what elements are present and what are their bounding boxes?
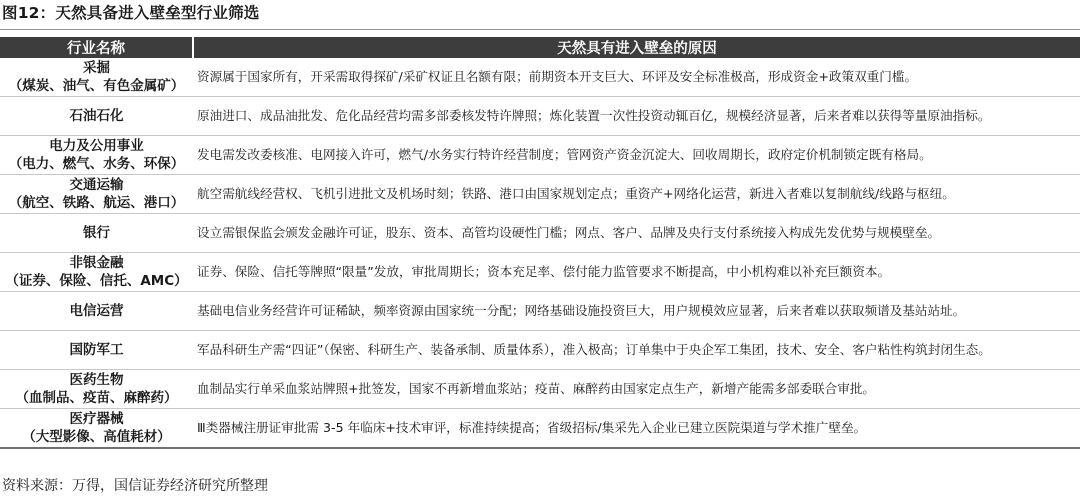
industry-name-cell bbox=[0, 214, 193, 253]
table-row bbox=[0, 97, 1080, 136]
industry-name: 采掘 bbox=[83, 60, 110, 76]
industry-name: 非银金融 bbox=[69, 255, 124, 271]
reason-cell: 发电需发改委核准、电网接入许可，燃气/水务实行特许经营制度；管网资产资金沉淀大、回收周期长，政府定价机制锁定既有格局。 bbox=[193, 136, 1080, 175]
reason-cell: Ⅲ类器械注册证审批需 3-5 年临床+技术审评，标准持续提高；省级招标/集采先入企业已建立医院渠道与学术推广壁垒。 bbox=[193, 409, 1080, 449]
source-note: 资料来源：万得，国信证券经济研究所整理 bbox=[2, 478, 268, 494]
industry-name: 石油石化 bbox=[69, 108, 124, 124]
table-row bbox=[0, 409, 1080, 449]
industry-name-cell bbox=[0, 292, 193, 331]
table-row bbox=[0, 214, 1080, 253]
reason-cell: 航空需航线经营权、飞机引进批文及机场时刻；铁路、港口由国家规划定点；重资产+网络化运营，新进入者难以复制航线/线路与枢纽。 bbox=[193, 175, 1080, 214]
industry-name: 电信运营 bbox=[69, 303, 124, 319]
header-industry-name: 行业名称 bbox=[0, 37, 193, 58]
industry-name: 国防军工 bbox=[69, 342, 124, 358]
industry-name-cell bbox=[0, 175, 193, 214]
table-row bbox=[0, 253, 1080, 292]
industry-subsectors: （血制品、疫苗、麻醉药） bbox=[15, 390, 178, 406]
figure-title: 图12：天然具备进入壁垒型行业筛选 bbox=[2, 4, 260, 22]
industry-name: 银行 bbox=[83, 225, 110, 241]
table-row bbox=[0, 331, 1080, 370]
title-divider bbox=[0, 29, 1080, 30]
industry-name-cell bbox=[0, 370, 193, 409]
industry-name: 医疗器械 bbox=[69, 411, 124, 427]
industry-subsectors: （电力、燃气、水务、环保） bbox=[8, 156, 185, 172]
reason-cell: 证券、保险、信托等牌照“限量”发放，审批周期长；资本充足率、偿付能力监管要求不断提高，中小机构难以补充巨额资本。 bbox=[193, 253, 1080, 292]
industry-name-cell bbox=[0, 253, 193, 292]
industry-name-cell bbox=[0, 97, 193, 136]
industry-name-cell bbox=[0, 409, 193, 449]
reason-cell: 基础电信业务经营许可证稀缺，频率资源由国家统一分配；网络基础设施投资巨大，用户规模效应显著，后来者难以获取频谱及基站站址。 bbox=[193, 292, 1080, 331]
industry-subsectors: （大型影像、高值耗材） bbox=[22, 429, 171, 445]
reason-cell: 资源属于国家所有，开采需取得探矿/采矿权证且名额有限；前期资本开支巨大、环评及安全标准极高，形成资金+政策双重门槛。 bbox=[193, 58, 1080, 97]
table-row bbox=[0, 136, 1080, 175]
reason-cell: 设立需银保监会颁发金融许可证，股东、资本、高管均设硬性门槛；网点、客户、品牌及央行支付系统接入构成先发优势与规模壁垒。 bbox=[193, 214, 1080, 253]
industry-table bbox=[0, 37, 1080, 449]
table-header-row bbox=[0, 37, 1080, 58]
industry-subsectors: （航空、铁路、航运、港口） bbox=[8, 195, 185, 211]
industry-name: 交通运输 bbox=[69, 177, 124, 193]
industry-subsectors: （证券、保险、信托、AMC） bbox=[5, 273, 188, 289]
industry-name-cell bbox=[0, 58, 193, 97]
table-row bbox=[0, 370, 1080, 409]
table-row bbox=[0, 58, 1080, 97]
industry-name-cell bbox=[0, 331, 193, 370]
industry-name: 电力及公用事业 bbox=[49, 138, 144, 154]
table-row bbox=[0, 292, 1080, 331]
industry-subsectors: （煤炭、油气、有色金属矿） bbox=[8, 78, 185, 94]
header-reason: 天然具有进入壁垒的原因 bbox=[193, 37, 1080, 58]
reason-cell: 原油进口、成品油批发、危化品经营均需多部委核发特许牌照；炼化装置一次性投资动辄百亿，规模经济显著，后来者难以获得等量原油指标。 bbox=[193, 97, 1080, 136]
industry-name-cell bbox=[0, 136, 193, 175]
industry-name: 医药生物 bbox=[69, 372, 124, 388]
reason-cell: 军品科研生产需“四证”（保密、科研生产、装备承制、质量体系），准入极高；订单集中于央企军工集团，技术、安全、客户粘性构筑封闭生态。 bbox=[193, 331, 1080, 370]
reason-cell: 血制品实行单采血浆站牌照+批签发，国家不再新增血浆站；疫苗、麻醉药由国家定点生产，新增产能需多部委联合审批。 bbox=[193, 370, 1080, 409]
table-row bbox=[0, 175, 1080, 214]
